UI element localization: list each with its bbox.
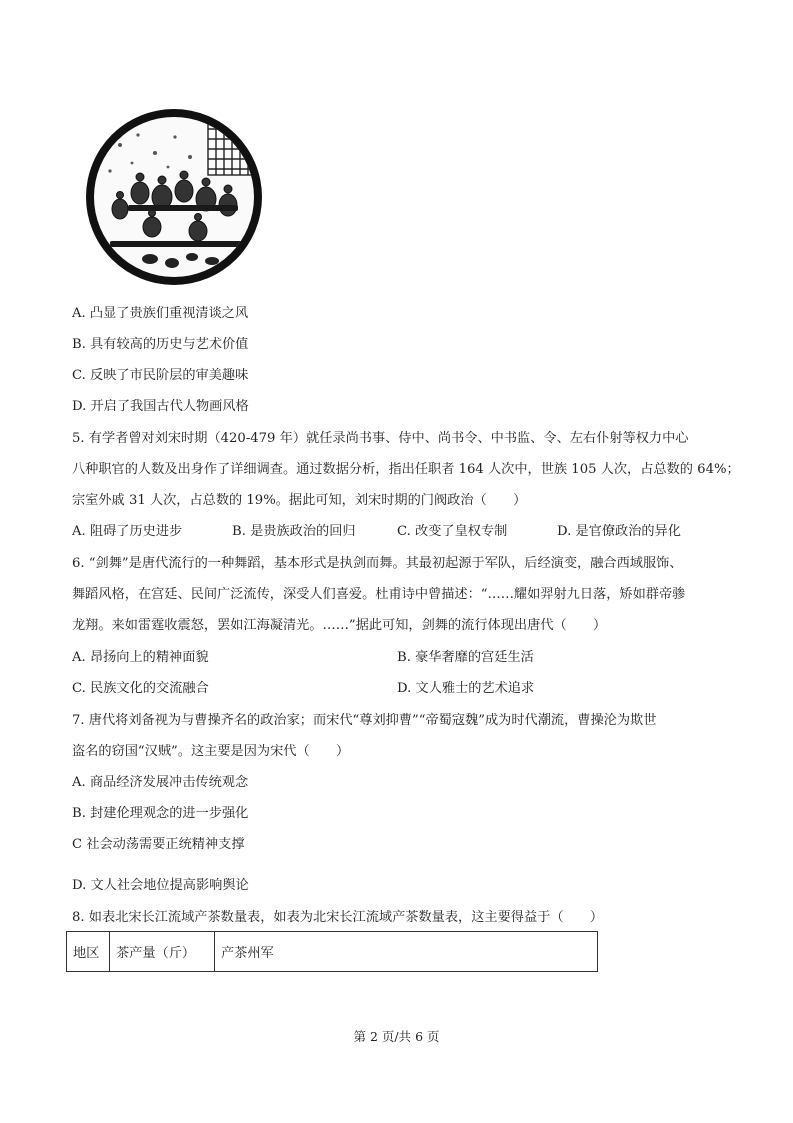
table-row: [67, 932, 598, 972]
table-header-region: 地区: [67, 932, 110, 972]
q5-option-c: C. 改变了皇权专制: [397, 524, 508, 539]
q6-stem-line-1: 6. “剑舞”是唐代流行的一种舞蹈，基本形式是执剑而舞。其最初起源于军队，后经演变，融合西域服饰、: [72, 556, 683, 571]
tea-production-table: [66, 931, 598, 972]
q5-stem-line-1: 5. 有学者曾对刘宋时期（420-479 年）就任录尚书事、侍中、尚书令、中书监、令、左右仆射等权力中心: [72, 431, 689, 446]
q5-stem-line-2: 八种职官的人数及出身作了详细调查。通过数据分析，指出任职者 164 人次中，世族 105 人次，占总数的 64%；: [72, 462, 740, 477]
q7-option-a: A. 商品经济发展冲击传统观念: [72, 775, 249, 790]
q4-option-d: D. 开启了我国古代人物画风格: [72, 399, 249, 414]
page-footer: 第 2 页/共 6 页: [353, 1029, 440, 1044]
q7-option-d: D. 文人社会地位提高影响舆论: [72, 878, 249, 893]
q6-option-c: C. 民族文化的交流融合: [72, 681, 209, 696]
q8-stem: 8. 如表北宋长江流域产茶数量表，如表为北宋长江流域产茶数量表，这主要得益于（ ）: [72, 910, 604, 925]
q7-option-c: C 社会动荡需要正统精神支撑: [72, 837, 245, 852]
q7-stem-line-1: 7. 唐代将刘备视为与曹操齐名的政治家；而宋代“尊刘抑曹”“帝蜀寇魏”成为时代潮流，曹操沦为欺世: [72, 713, 657, 728]
q4-option-c: C. 反映了市民阶层的审美趣味: [72, 368, 249, 383]
q6-stem-line-2: 舞蹈风格，在宫廷、民间广泛流传，深受人们喜爱。杜甫诗中曾描述：“……耀如羿射九日落，矫如群帝骖: [72, 587, 686, 602]
table-header-output: 茶产量（斤）: [110, 932, 215, 972]
q6-stem-line-3: 龙翔。来如雷霆收震怒，罢如江海凝清光。……”据此可知，剑舞的流行体现出唐代（ ）: [72, 618, 607, 633]
q5-option-d: D. 是官僚政治的异化: [557, 524, 681, 539]
q5-stem-line-3: 宗室外戚 31 人次，占总数的 19%。据此可知，刘宋时期的门阀政治（ ）: [72, 493, 527, 508]
q4-option-a: A. 凸显了贵族们重视清谈之风: [72, 306, 249, 321]
q6-option-d: D. 文人雅士的艺术追求: [397, 681, 535, 696]
q5-option-a: A. 阻碍了历史进步: [72, 524, 183, 539]
q5-option-b: B. 是贵族政治的回归: [232, 524, 356, 539]
circular-figure-painting: [80, 105, 268, 287]
q6-option-a: A. 昂扬向上的精神面貌: [72, 650, 209, 665]
q4-option-b: B. 具有较高的历史与艺术价值: [72, 337, 249, 352]
q6-option-b: B. 豪华奢靡的宫廷生活: [397, 650, 534, 665]
q7-stem-line-2: 盗名的窃国“汉贼”。这主要是因为宋代（ ）: [72, 744, 350, 759]
table-header-prefectures: 产茶州军: [215, 932, 598, 972]
q7-option-b: B. 封建伦理观念的进一步强化: [72, 806, 249, 821]
